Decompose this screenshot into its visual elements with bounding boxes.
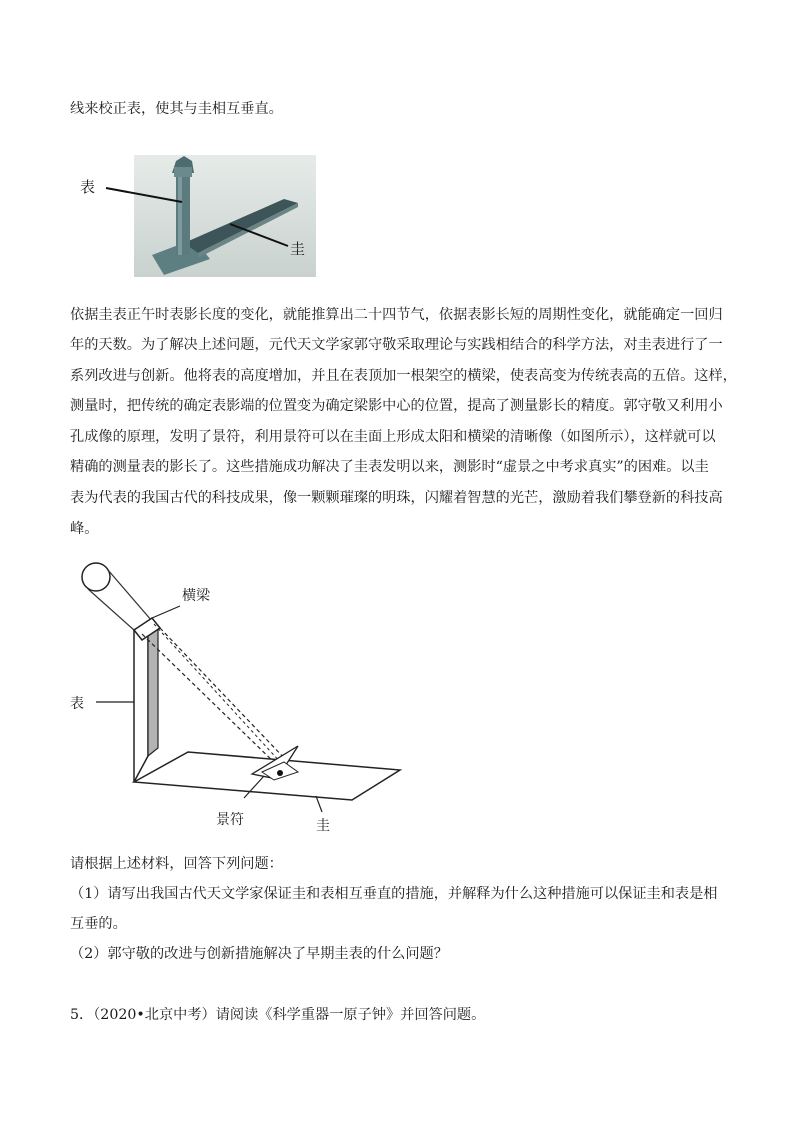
paragraph-line: 表为代表的我国古代的科技成果，像一颗颗璀璨的明珠，闪耀着智慧的光芒，激励着我们攀登新的科技高 bbox=[70, 490, 723, 506]
photo-label-biao: 表 bbox=[80, 178, 96, 196]
question-1-line1: （1）请写出我国古代天文学家保证圭和表相互垂直的措施，并解释为什么这种措施可以保证圭和表是相 bbox=[70, 886, 718, 902]
biao-face bbox=[148, 622, 158, 756]
problem-5-heading: 5．（2020•北京中考）请阅读《科学重器一原子钟》并回答问题。 bbox=[70, 1007, 486, 1023]
paragraph-line: 系列改进与创新。他将表的高度增加，并且在表顶加一根架空的横梁，使表高变为传统表高的五倍。这样， bbox=[70, 368, 737, 384]
leader-line bbox=[316, 796, 322, 812]
paragraph-line: 峰。 bbox=[70, 521, 99, 537]
questions-prompt: 请根据上述材料，回答下列问题： bbox=[70, 856, 283, 872]
question-2: （2）郭守敬的改进与创新措施解决了早期圭表的什么问题？ bbox=[70, 946, 448, 962]
paragraph-line: 孔成像的原理，发明了景符，利用景符可以在圭面上形成太阳和横梁的清晰像（如图所示），这样就可以 bbox=[70, 429, 716, 445]
jingfu-spot bbox=[277, 770, 283, 776]
dashed-ray bbox=[160, 628, 288, 762]
sun-circle bbox=[82, 563, 110, 591]
diagram-label-biao: 表 bbox=[70, 696, 84, 712]
diagram-label-hengliang: 横梁 bbox=[182, 588, 210, 604]
leader-line bbox=[152, 606, 180, 618]
sunray-line bbox=[88, 589, 134, 630]
dashed-ray bbox=[154, 624, 282, 764]
paragraph-line: 测量时，把传统的确定表影端的位置变为确定梁影中心的位置，提高了测量影长的精度。郭守敬又利用小 bbox=[70, 398, 723, 414]
paragraph-line: 依据圭表正午时表影长度的变化，就能推算出二十四节气，依据表影长短的周期性变化，就能确定一回归 bbox=[70, 307, 723, 323]
dashed-ray bbox=[142, 634, 280, 768]
diagram-label-gui: 圭 bbox=[316, 818, 330, 834]
paragraph-line: 精确的测量表的影长了。这些措施成功解决了圭表发明以来，测影时“虚景之中考求真实”的困难。以圭 bbox=[70, 459, 709, 475]
biao-column bbox=[134, 622, 148, 782]
question-1-line2: 互垂的。 bbox=[70, 916, 127, 932]
intro-line: 线来校正表，使其与圭相互垂直。 bbox=[70, 101, 283, 117]
diagram-label-jingfu: 景符 bbox=[216, 812, 244, 828]
photo-label-gui: 圭 bbox=[290, 240, 306, 258]
guibiao-diagram bbox=[66, 558, 416, 838]
paragraph-line: 年的天数。为了解决上述问题，元代天文学家郭守敬采取理论与实践相结合的科学方法，对圭表进行了一 bbox=[70, 337, 723, 353]
